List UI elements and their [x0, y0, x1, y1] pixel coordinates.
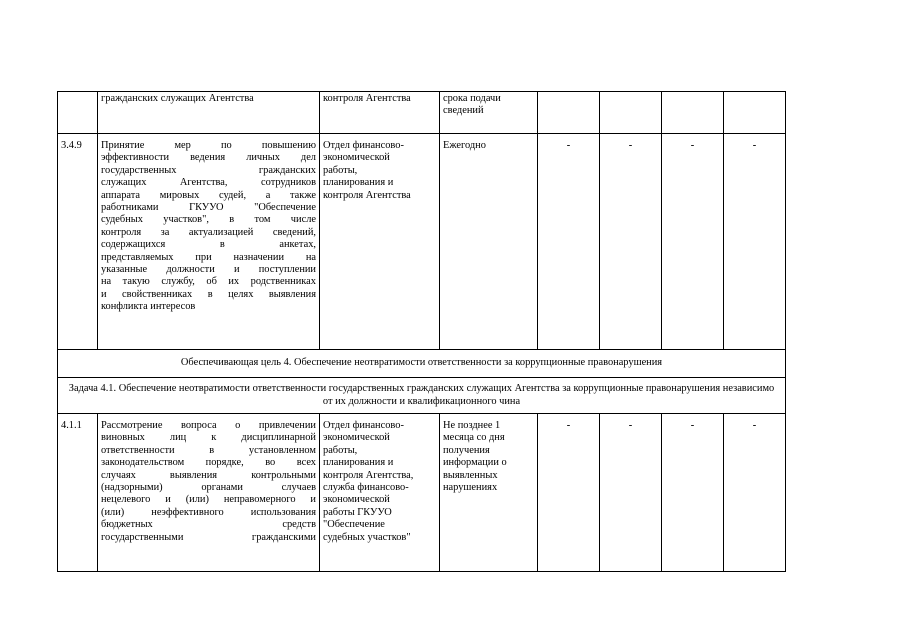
measure-name-line: ответственности в установленном	[101, 444, 316, 456]
goal-row	[58, 350, 786, 378]
responsible-unit: контроля Агентства	[320, 92, 440, 134]
row-number	[58, 92, 98, 134]
measure-name-line: конфликта интересов	[101, 301, 196, 313]
measure-name-line: судебных участков", в том числе	[101, 214, 316, 226]
measure-name-line: контроля за актуализацией сведений,	[101, 226, 316, 238]
row-number: 4.1.1	[58, 414, 98, 572]
measure-name-line: эффективности ведения личных дел	[101, 152, 316, 164]
measure-name	[98, 414, 320, 572]
measure-name-line: виновных лиц к дисциплинарной	[101, 432, 316, 444]
measure-name-line: (надзорными) органами случаев	[101, 482, 316, 494]
measure-name-line: на такую службу, об их родственниках	[101, 276, 316, 288]
measure-name-line: указанные должности и поступлении	[101, 264, 316, 276]
responsible-unit: Отдел финансово- экономической работы, планирования и контроля Агентства	[320, 134, 440, 350]
table-row	[58, 414, 786, 572]
measure-name-line: Рассмотрение вопроса о привлечении	[101, 420, 316, 431]
value-cell: -	[600, 414, 662, 572]
task-row	[58, 378, 786, 414]
deadline: Ежегодно	[440, 134, 538, 350]
measure-name-line: содержащихся в анкетах,	[101, 239, 316, 251]
measure-name-line: аппарата мировых судей, а также	[101, 189, 316, 201]
measure-name-line: служащих Агентства, сотрудников	[101, 177, 316, 189]
measure-name-line: представляемых при назначении на	[101, 251, 316, 263]
value-cell: -	[538, 414, 600, 572]
measure-name-line: бюджетных средств	[101, 519, 316, 531]
table-row	[58, 134, 786, 350]
measure-name-line: случаях выявления контрольными	[101, 469, 316, 481]
measure-name-line: государственных гражданских	[101, 164, 316, 176]
deadline: Не позднее 1 месяца со дня получения информации о выявленных нарушениях	[440, 414, 538, 572]
value-cell	[724, 92, 786, 134]
measure-name-line: законодательством порядке, во всех	[101, 457, 316, 469]
measure-name-line: работниками ГКУУО "Обеспечение	[101, 202, 316, 214]
value-cell	[662, 92, 724, 134]
value-cell: -	[600, 134, 662, 350]
measure-name-line: и свойственниках в целях выявления	[101, 288, 316, 300]
measure-name	[98, 92, 320, 134]
table-row	[58, 92, 786, 134]
value-cell	[600, 92, 662, 134]
measures-table	[57, 91, 786, 572]
measure-name-line: Принятие мер по повышению	[101, 140, 316, 151]
deadline: срока подачи сведений	[440, 92, 538, 134]
row-number: 3.4.9	[58, 134, 98, 350]
value-cell: -	[538, 134, 600, 350]
measure-name-line: государственными гражданскими	[101, 531, 316, 543]
goal-heading: Обеспечивающая цель 4. Обеспечение неотвратимости ответственности за коррупционные правонарушения	[58, 350, 786, 378]
task-heading: Задача 4.1. Обеспечение неотвратимости ответственности государственных гражданских служащих Агентства за коррупционные правонарушения независимо от их должности и квалификационного чина	[58, 378, 786, 414]
value-cell: -	[662, 414, 724, 572]
responsible-unit: Отдел финансово- экономической работы, планирования и контроля Агентства, служба финансово- экономической работы ГКУУО "Обеспечение судебных участков"	[320, 414, 440, 572]
value-cell: -	[724, 414, 786, 572]
value-cell: -	[724, 134, 786, 350]
value-cell: -	[662, 134, 724, 350]
measure-name-line: нецелевого и (или) неправомерного и	[101, 494, 316, 506]
measure-name-line: гражданских служащих Агентства	[101, 93, 254, 104]
measure-name	[98, 134, 320, 350]
measure-name-line: (или) неэффективного использования	[101, 506, 316, 518]
value-cell	[538, 92, 600, 134]
